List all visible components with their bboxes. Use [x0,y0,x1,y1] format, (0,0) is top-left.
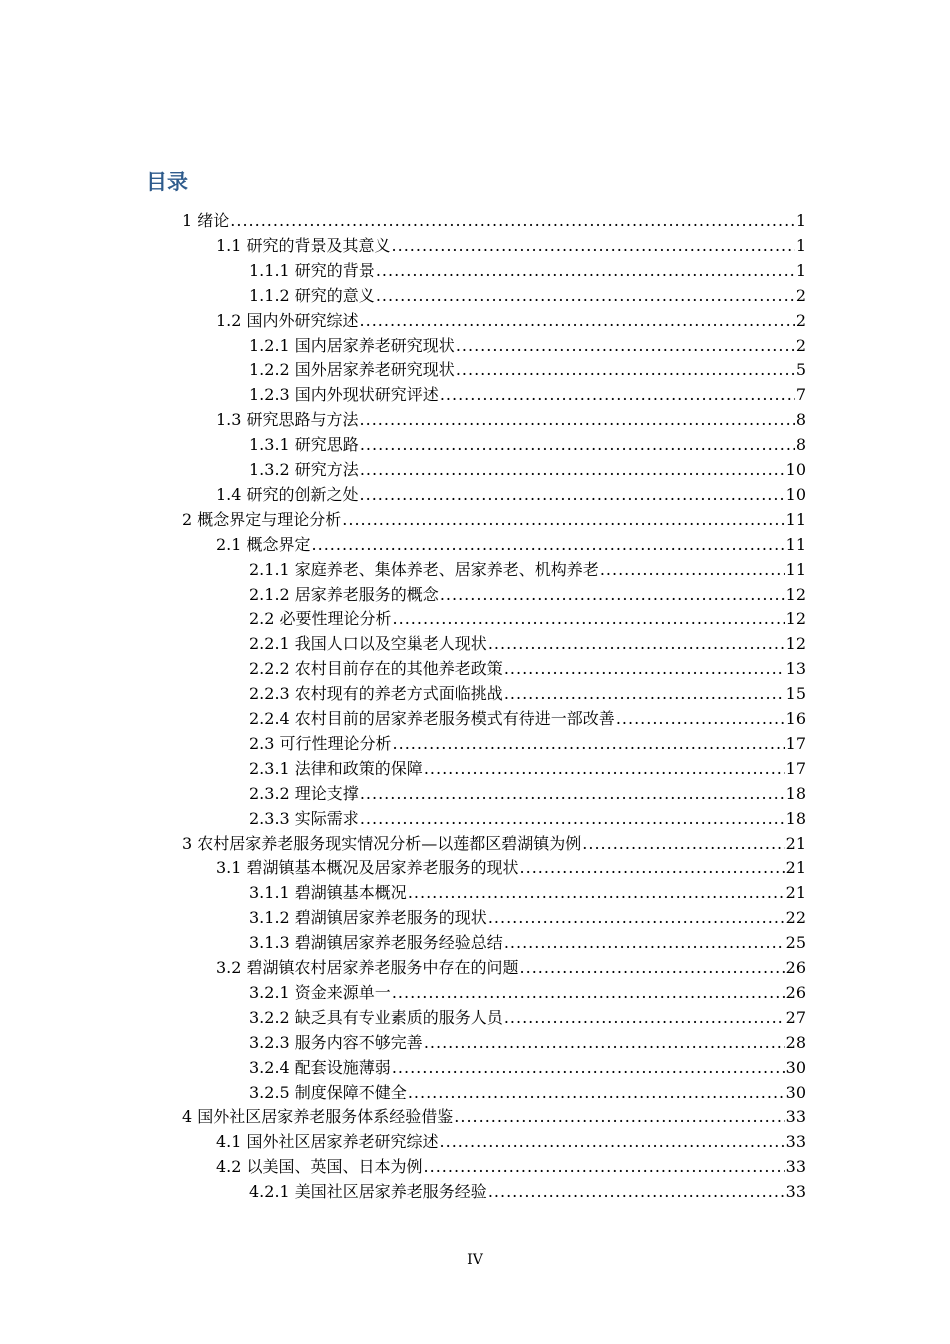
toc-entry-page: 2 [795,310,806,330]
toc-entry-page: 11 [785,559,806,579]
toc-entry[interactable] [216,308,806,333]
toc-entry-label: 1.1.2 研究的意义 [249,285,375,305]
toc-entry-page: 21 [785,833,806,853]
toc-entry-label: 2.2.1 我国人口以及空巢老人现状 [249,634,487,654]
toc-entry[interactable] [249,706,806,731]
toc-leader-dots [440,582,785,607]
toc-entry[interactable] [249,781,806,806]
toc-entry-label: 4 国外社区居家养老服务体系经验借鉴 [182,1107,454,1127]
toc-leader-dots [392,1055,785,1080]
toc-entry-page: 1 [795,235,806,255]
toc-entry[interactable] [249,357,806,382]
toc-entry-label: 2 概念界定与理论分析 [182,509,342,529]
toc-leader-dots [342,507,784,532]
toc-entry[interactable] [249,606,806,631]
toc-leader-dots [392,233,795,258]
toc-entry-page: 26 [785,958,806,977]
toc-entry-page: 1 [795,260,806,280]
toc-leader-dots [504,656,785,681]
toc-entry-label: 3.2.2 缺乏具有专业素质的服务人员 [249,1007,503,1027]
toc-entry-page: 33 [785,1107,806,1127]
toc-entry-label: 4.2.1 美国社区居家养老服务经验 [249,1182,487,1202]
toc-entry[interactable] [249,457,806,482]
toc-entry-page: 26 [785,982,806,1002]
toc-entry-label: 1.3.2 研究方法 [249,460,359,479]
toc-leader-dots [408,880,785,905]
toc-entry-page: 18 [785,808,806,828]
toc-leader-dots [376,258,795,283]
toc-entry-page: 21 [785,858,806,878]
toc-entry-label: 3.1 碧湖镇基本概况及居家养老服务的现状 [216,858,519,878]
toc-entry-page: 11 [785,509,806,529]
toc-entry[interactable] [249,432,806,457]
toc-entry[interactable] [249,283,806,308]
toc-entry-label: 3.2.3 服务内容不够完善 [249,1032,423,1052]
toc-entry-label: 3.2.4 配套设施薄弱 [249,1057,391,1077]
toc-entry-page: 8 [795,410,806,430]
toc-entry[interactable] [249,1080,806,1105]
toc-entry[interactable] [249,557,806,582]
toc-entry-label: 2.2 必要性理论分析 [249,609,392,629]
toc-entry[interactable] [249,681,806,706]
toc-entry[interactable] [249,656,806,681]
toc-leader-dots [360,781,785,806]
toc-entry-label: 3.2.5 制度保障不健全 [249,1082,407,1102]
toc-entry-label: 1.2 国内外研究综述 [216,310,359,330]
toc-entry-page: 11 [785,534,806,554]
toc-entry-label: 4.2 以美国、英国、日本为例 [216,1157,423,1177]
toc-entry-label: 2.1 概念界定 [216,534,311,554]
toc-entry[interactable] [249,333,806,358]
toc-leader-dots [312,532,785,557]
toc-leader-dots [424,1030,785,1055]
toc-leader-dots [408,1080,785,1105]
toc-entry-label: 1 绪论 [182,211,230,230]
toc-entry[interactable] [249,1005,806,1030]
toc-entry-page: 25 [785,933,806,953]
toc-leader-dots [520,855,785,880]
toc-leader-dots [600,557,785,582]
toc-leader-dots [454,1104,784,1129]
toc-entry[interactable] [216,955,806,980]
page-number: IV [467,1252,483,1268]
toc-entry[interactable] [216,233,806,258]
toc-entry-page: 21 [785,883,806,903]
toc-leader-dots [504,681,785,706]
toc-entry[interactable] [249,806,806,831]
toc-entry[interactable] [249,756,806,781]
toc-entry-label: 2.1.1 家庭养老、集体养老、居家养老、机构养老 [249,559,599,579]
toc-entry[interactable] [249,631,806,656]
toc-entry-label: 2.3 可行性理论分析 [249,733,392,753]
toc-leader-dots [488,1179,785,1204]
toc-leader-dots [520,955,785,980]
toc-entry[interactable] [216,1129,806,1154]
toc-entry-page: 12 [785,634,806,654]
toc-entry-label: 1.2.3 国内外现状研究评述 [249,385,439,405]
toc-leader-dots [360,482,785,507]
toc-entry-label: 1.4 研究的创新之处 [216,484,359,504]
toc-entry-page: 10 [785,484,806,504]
toc-entry-label: 3.1.1 碧湖镇基本概况 [249,883,407,903]
toc-entry[interactable] [182,1104,806,1129]
toc-entry[interactable] [216,482,806,507]
toc-leader-dots [376,283,795,308]
toc-entry-page: 7 [795,385,806,405]
toc-entry-page: 8 [795,435,806,455]
toc-leader-dots [616,706,785,731]
toc-leader-dots [393,731,785,756]
toc-entry-page: 16 [785,709,806,728]
toc-entry[interactable] [249,905,806,930]
toc-entry[interactable] [249,1030,806,1055]
toc-leader-dots [424,756,785,781]
toc-entry-page: 12 [785,584,806,604]
toc-entry-label: 1.3.1 研究思路 [249,435,359,455]
toc-leader-dots [360,806,785,831]
toc-leader-dots [360,457,785,482]
toc-entry-label: 1.1.1 研究的背景 [249,260,375,280]
toc-entry-label: 2.3.2 理论支撑 [249,783,359,803]
toc-entry-label: 1.1 研究的背景及其意义 [216,235,391,255]
toc-entry-page: 10 [785,460,806,479]
toc-entry-page: 17 [785,733,806,753]
toc-entry[interactable] [249,582,806,607]
toc-entry-page: 13 [785,659,806,679]
toc-entry[interactable] [216,532,806,557]
toc-entry[interactable] [216,1154,806,1179]
toc-entry[interactable] [249,980,806,1005]
toc-entry-page: 33 [785,1132,806,1152]
toc-leader-dots [360,407,795,432]
toc-leader-dots [230,208,795,233]
toc-leader-dots [440,382,795,407]
toc-entry[interactable] [249,1179,806,1204]
toc-title: 目录 [146,170,188,194]
toc-entry-label: 3.2.1 资金来源单一 [249,982,391,1002]
toc-entry-page: 28 [785,1032,806,1052]
toc-entry[interactable] [182,831,806,856]
toc-leader-dots [504,1005,785,1030]
toc-entry-page: 33 [785,1182,806,1202]
toc-entry-page: 30 [785,1082,806,1102]
toc-leader-dots [360,308,795,333]
toc-entry[interactable] [182,208,806,233]
toc-leader-dots [393,606,785,631]
toc-entry-page: 18 [785,783,806,803]
toc-entry-page: 1 [795,211,806,230]
toc-leader-dots [582,831,784,856]
toc-entry-label: 1.2.1 国内居家养老研究现状 [249,335,455,355]
toc-entry-page: 12 [785,609,806,629]
toc-entry-label: 1.3 研究思路与方法 [216,410,359,430]
toc-entry-page: 22 [785,908,806,928]
toc-leader-dots [392,980,785,1005]
toc-entry[interactable] [249,880,806,905]
toc-entry-label: 2.2.4 农村目前的居家养老服务模式有待进一部改善 [249,709,615,728]
toc-entry-label: 2.1.2 居家养老服务的概念 [249,584,439,604]
toc-entry-label: 3.1.3 碧湖镇居家养老服务经验总结 [249,933,503,953]
toc-entry-page: 2 [795,285,806,305]
toc-leader-dots [488,905,785,930]
toc-entry-page: 33 [785,1157,806,1177]
toc-entry-page: 17 [785,758,806,778]
toc-leader-dots [456,333,795,358]
toc-leader-dots [440,1129,785,1154]
toc-entry[interactable] [216,855,806,880]
toc-leader-dots [456,357,795,382]
toc-entry-page: 30 [785,1057,806,1077]
toc-leader-dots [360,432,795,457]
toc-entry[interactable] [182,507,806,532]
toc-entry-label: 3.2 碧湖镇农村居家养老服务中存在的问题 [216,958,519,977]
toc-entry[interactable] [216,407,806,432]
toc-entry-page: 27 [785,1007,806,1027]
toc-entry[interactable] [249,930,806,955]
toc-entry-label: 2.3.1 法律和政策的保障 [249,758,423,778]
toc-entry-label: 2.3.3 实际需求 [249,808,359,828]
toc-entry[interactable] [249,731,806,756]
toc-leader-dots [488,631,785,656]
toc-leader-dots [504,930,785,955]
toc-entry-page: 2 [795,335,806,355]
toc-entry-page: 15 [785,684,806,704]
toc-entry-label: 3.1.2 碧湖镇居家养老服务的现状 [249,908,487,928]
toc-entry[interactable] [249,382,806,407]
toc-entry-label: 3 农村居家养老服务现实情况分析—以莲都区碧湖镇为例 [182,833,582,853]
toc-entry-label: 1.2.2 国外居家养老研究现状 [249,360,455,380]
toc-leader-dots [424,1154,785,1179]
toc-entry[interactable] [249,258,806,283]
toc-entry-label: 2.2.3 农村现有的养老方式面临挑战 [249,684,503,704]
toc-entry-label: 4.1 国外社区居家养老研究综述 [216,1132,439,1152]
toc-entry-label: 2.2.2 农村目前存在的其他养老政策 [249,659,503,679]
toc-entry-page: 5 [795,360,806,380]
toc-entry[interactable] [249,1055,806,1080]
